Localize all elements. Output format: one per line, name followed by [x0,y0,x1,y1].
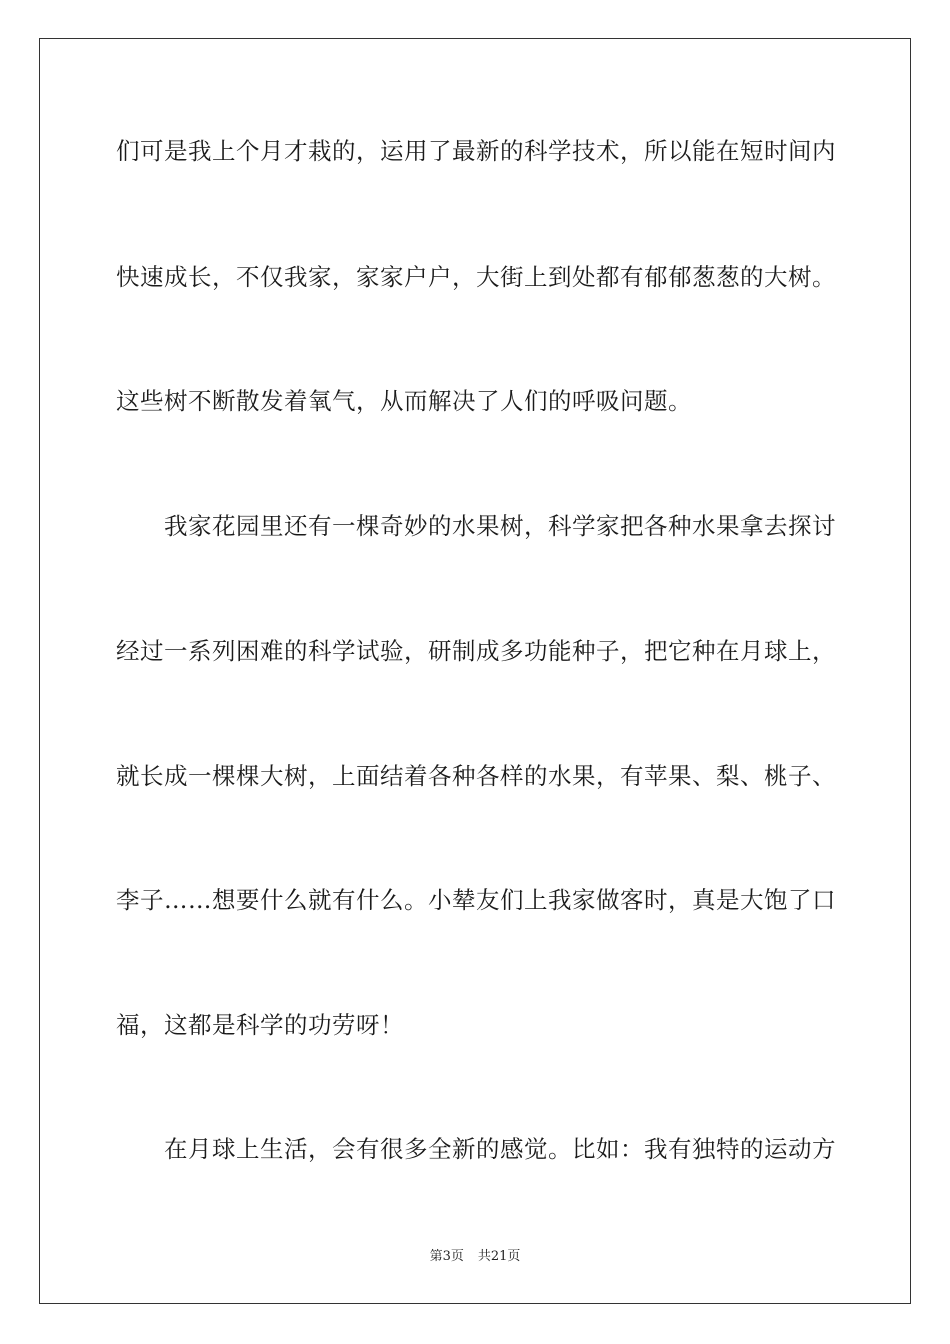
body-line-5: 经过一系列困难的科学试验，研制成多功能种子，把它种在月球上， [116,637,836,665]
body-line-2: 快速成长，不仅我家，家家户户，大街上到处都有郁郁葱葱的大树。 [116,263,836,291]
page-total: 共21页 [477,1249,521,1264]
body-line-6: 就长成一棵棵大树，上面结着各种各样的水果，有苹果、梨、桃子、 [116,762,836,790]
body-line-8: 福，这都是科学的功劳呀！ [116,1011,404,1039]
page-number: 第3页 [429,1249,464,1264]
body-line-7: 李子……想要什么就有什么。小辇友们上我家做客时，真是大饱了口 [116,886,836,914]
page-footer [0,1248,950,1266]
body-line-1: 们可是我上个月才栽的，运用了最新的科学技术，所以能在短时间内 [116,137,836,165]
body-line-3: 这些树不断散发着氧气，从而解决了人们的呼吸问题。 [116,387,692,415]
page-border [39,38,911,1304]
body-line-4: 我家花园里还有一棵奇妙的水果树，科学家把各种水果拿去探讨 [164,512,836,540]
body-line-9: 在月球上生活，会有很多全新的感觉。比如：我有独特的运动方 [164,1135,836,1163]
